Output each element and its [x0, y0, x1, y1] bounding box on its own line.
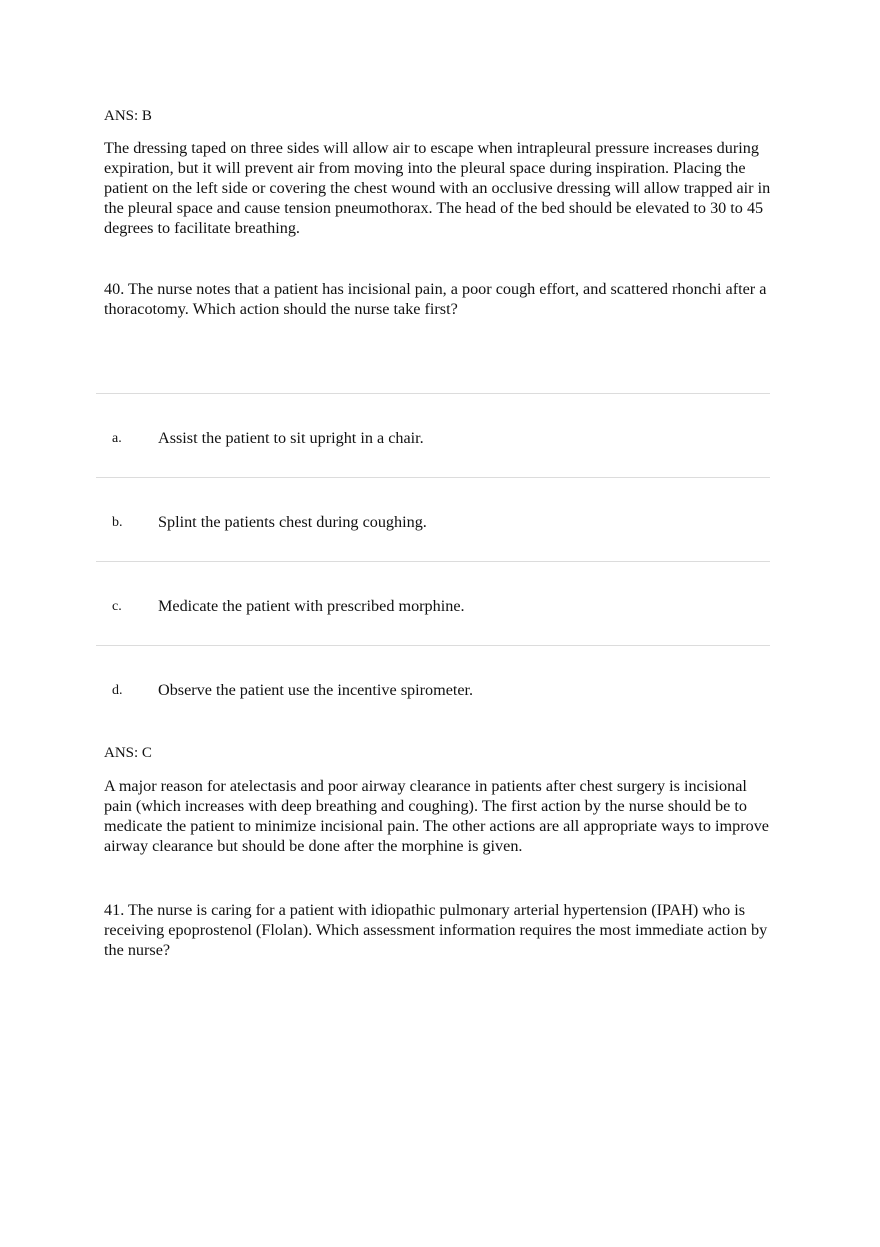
choice-text: Assist the patient to sit upright in a chair.	[158, 429, 424, 447]
choices-table	[96, 393, 770, 729]
choice-text: Medicate the patient with prescribed morphine.	[158, 597, 465, 615]
choice-text: Observe the patient use the incentive spirometer.	[158, 681, 474, 699]
choice-row-a	[96, 393, 770, 477]
choice-row-b	[96, 477, 770, 561]
choice-letter: a.	[112, 431, 122, 446]
rationale-40: A major reason for atelectasis and poor airway clearance in patients after chest surgery is incisional pain (which increases with deep breathing and coughing). The first action by the nurse should be to medicate the patient to minimize incisional pain. The other actions are all appropriate ways to improve airway clearance but should be done after the morphine is given.	[104, 777, 769, 855]
rationale-prev: The dressing taped on three sides will allow air to escape when intrapleural pressure increases during expiration, but it will prevent air from moving into the pleural space during inspiration. Placing the patient on the left side or covering the chest wound with an occlusive dressing will allow trapped air in the pleural space and cause tension pneumothorax. The head of the bed should be elevated to 30 to 45 degrees to facilitate breathing.	[104, 139, 771, 237]
choice-text: Splint the patients chest during coughing.	[158, 513, 427, 531]
question-41-stem: 41. The nurse is caring for a patient with idiopathic pulmonary arterial hypertension (IPAH) who is receiving epoprostenol (Flolan). Which assessment information requires the most immediate action by the nurse?	[104, 901, 768, 959]
choice-letter: d.	[112, 683, 123, 698]
choice-letter: b.	[112, 515, 123, 530]
answer-label-prev: ANS: B	[104, 108, 152, 124]
choice-row-c	[96, 561, 770, 645]
question-40-stem: 40. The nurse notes that a patient has incisional pain, a poor cough effort, and scattered rhonchi after a thoracotomy. Which action should the nurse take first?	[104, 280, 767, 318]
choice-letter: c.	[112, 599, 122, 614]
answer-label-40: ANS: C	[104, 745, 152, 761]
choice-row-d	[96, 645, 770, 729]
